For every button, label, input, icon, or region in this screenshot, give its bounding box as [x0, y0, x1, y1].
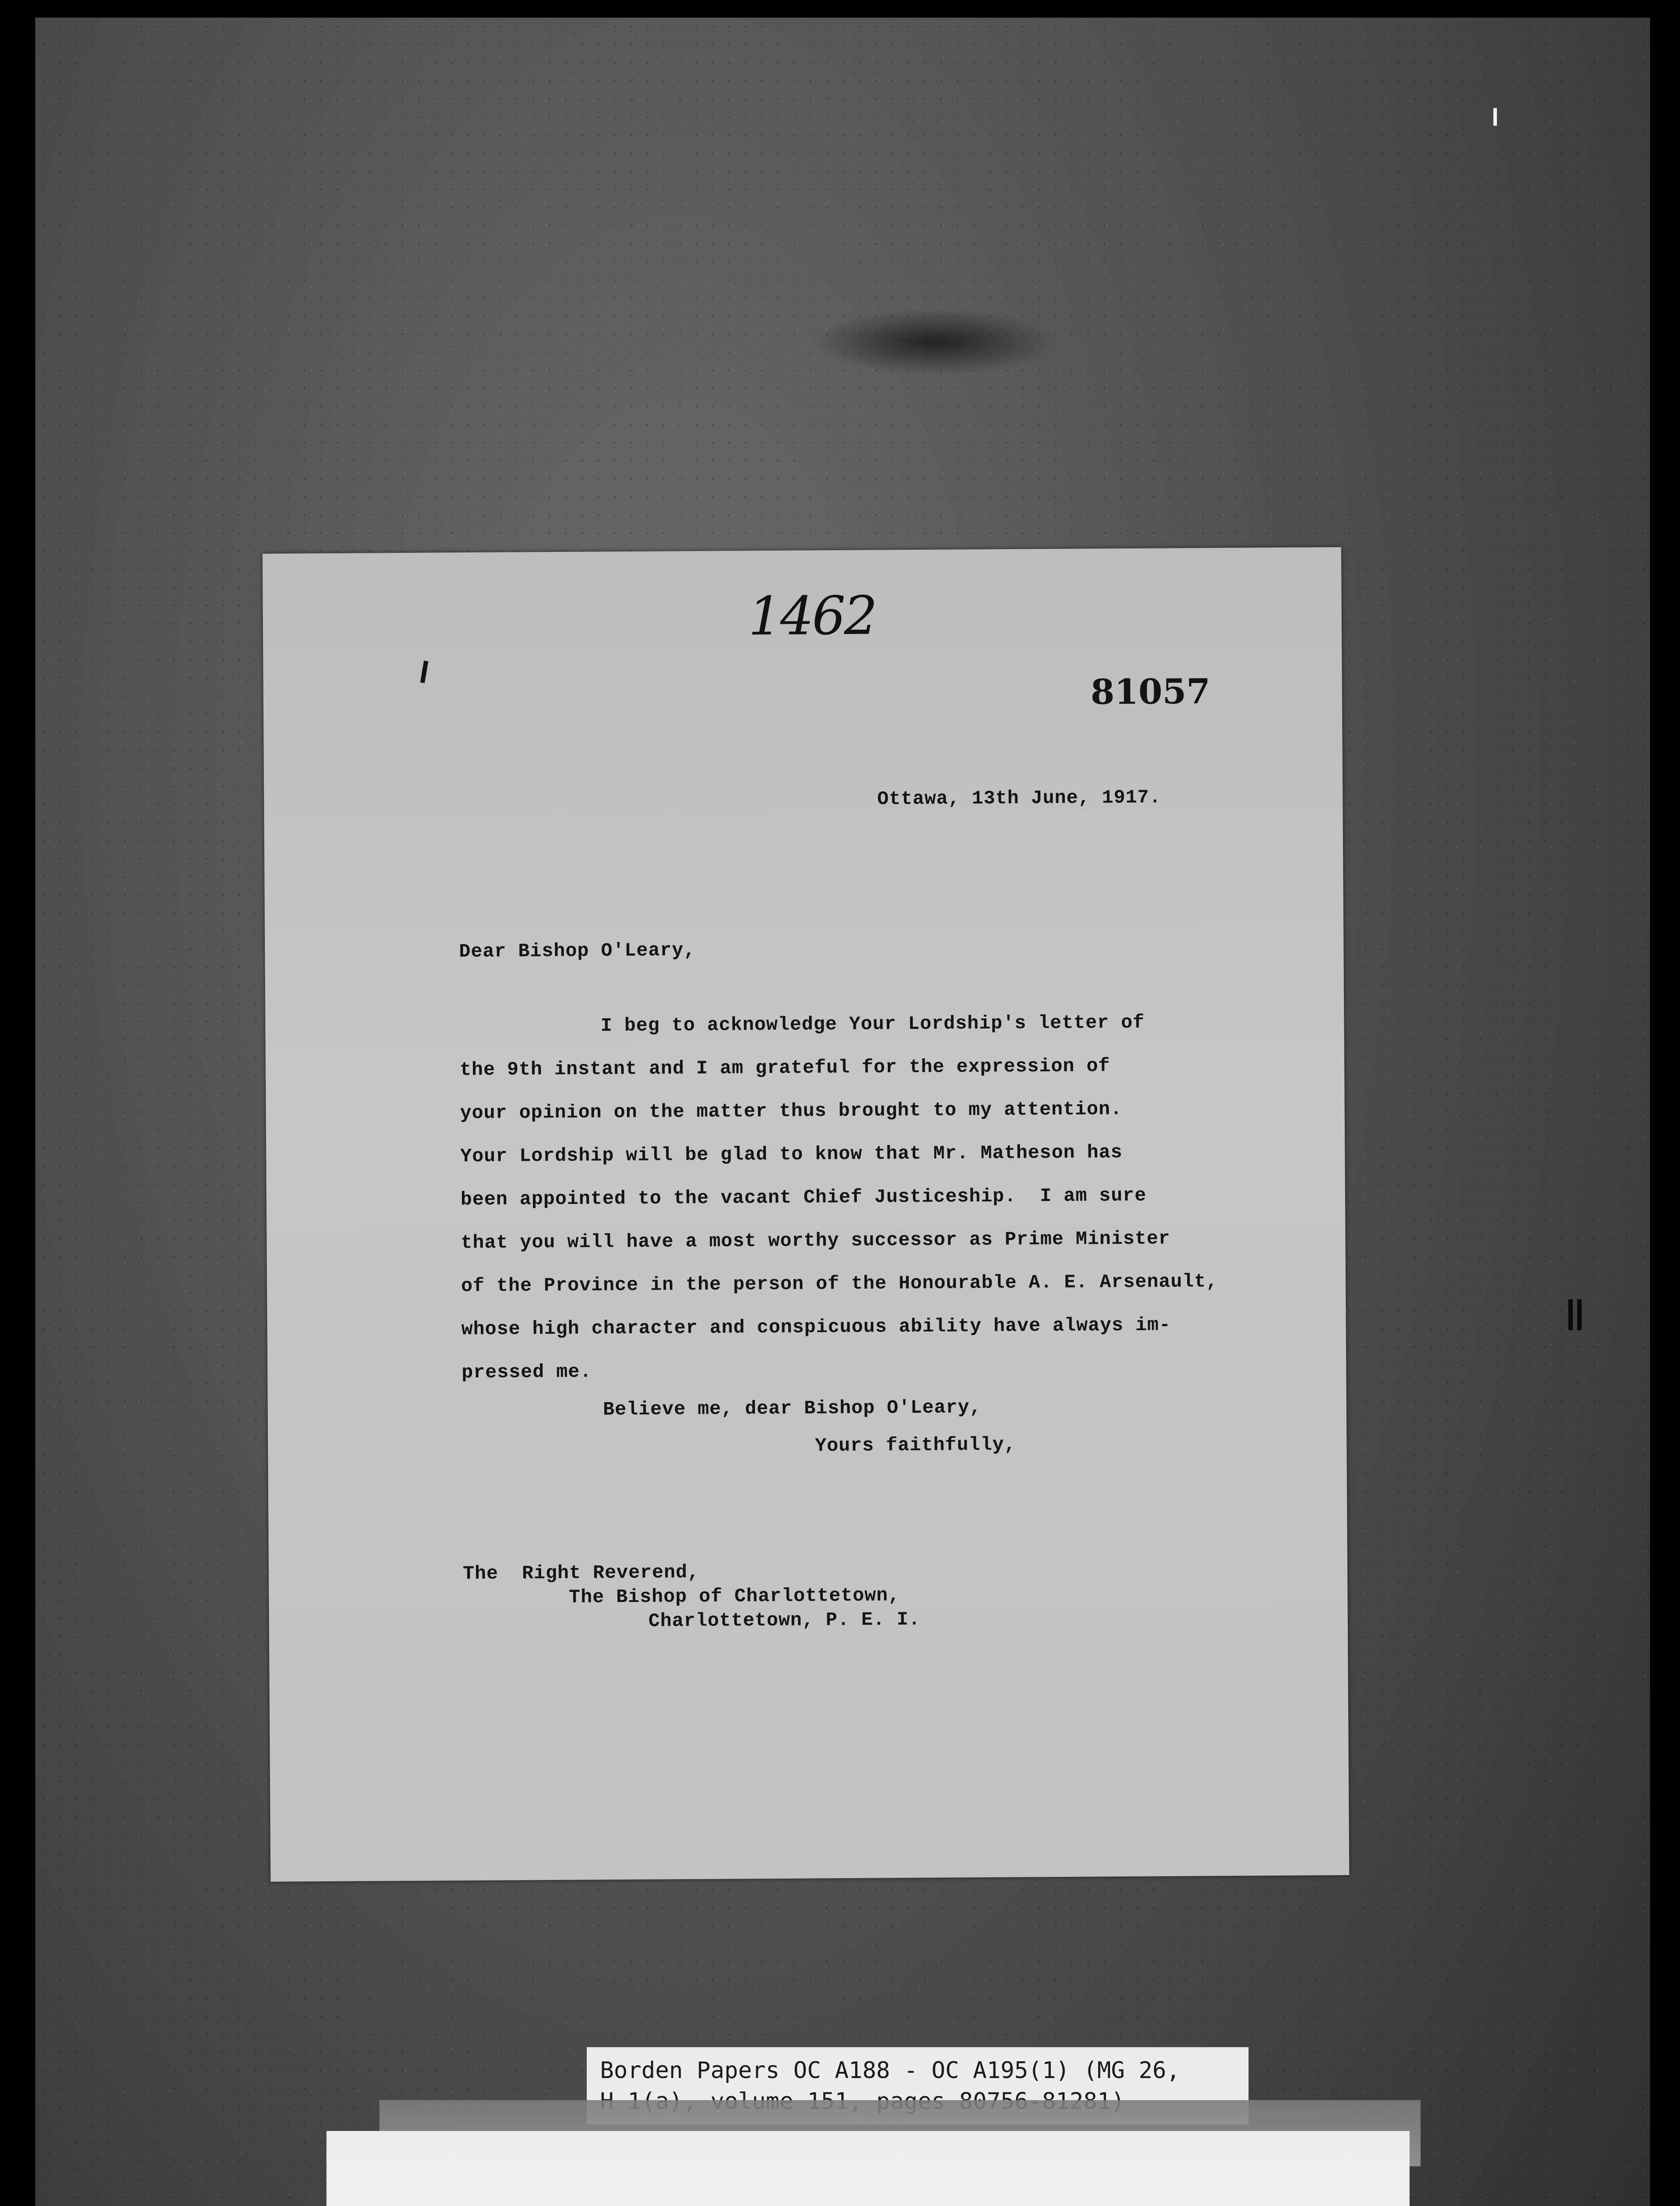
body-line: of the Province in the person of the Honourable A. E. Arsenault, [461, 1270, 1218, 1297]
stamp-number: 81057 [1090, 671, 1211, 713]
reference-line: Borden Papers OC A188 - OC A195(1) (MG 26, [600, 2057, 1180, 2084]
body-line: pressed me. [461, 1361, 592, 1384]
closing-line: Yours faithfully, [815, 1433, 1016, 1457]
film-smudge [812, 309, 1059, 375]
address-line: The Right Reverend, [462, 1561, 700, 1585]
film-edge-mark [1493, 108, 1497, 126]
body-line: I beg to acknowledge Your Lordship's letter of [600, 1011, 1145, 1037]
closing-line: Believe me, dear Bishop O'Leary, [603, 1396, 982, 1421]
address-line: The Bishop of Charlottetown, [569, 1584, 900, 1608]
body-line: been appointed to the vacant Chief Justiceship. I am sure [460, 1184, 1147, 1211]
body-line: Your Lordship will be glad to know that Mr. Matheson has [460, 1141, 1123, 1167]
body-line: the 9th instant and I am grateful for the expression of [460, 1055, 1110, 1081]
body-line: that you will have a most worthy successor as Prime Minister [461, 1227, 1170, 1254]
handwritten-number: 1462 [748, 585, 876, 648]
film-edge-mark [1577, 1299, 1582, 1330]
ink-mark [420, 660, 428, 683]
film-edge-mark [1568, 1299, 1573, 1330]
letter-page [262, 547, 1349, 1882]
address-line: Charlottetown, P. E. I. [648, 1608, 921, 1632]
archives-card [326, 2131, 1410, 2206]
dateline: Ottawa, 13th June, 1917. [877, 786, 1161, 810]
body-line: whose high character and conspicuous ability have always im- [461, 1314, 1171, 1340]
body-line: your opinion on the matter thus brought to my attention. [460, 1098, 1122, 1124]
salutation: Dear Bishop O'Leary, [459, 939, 696, 963]
